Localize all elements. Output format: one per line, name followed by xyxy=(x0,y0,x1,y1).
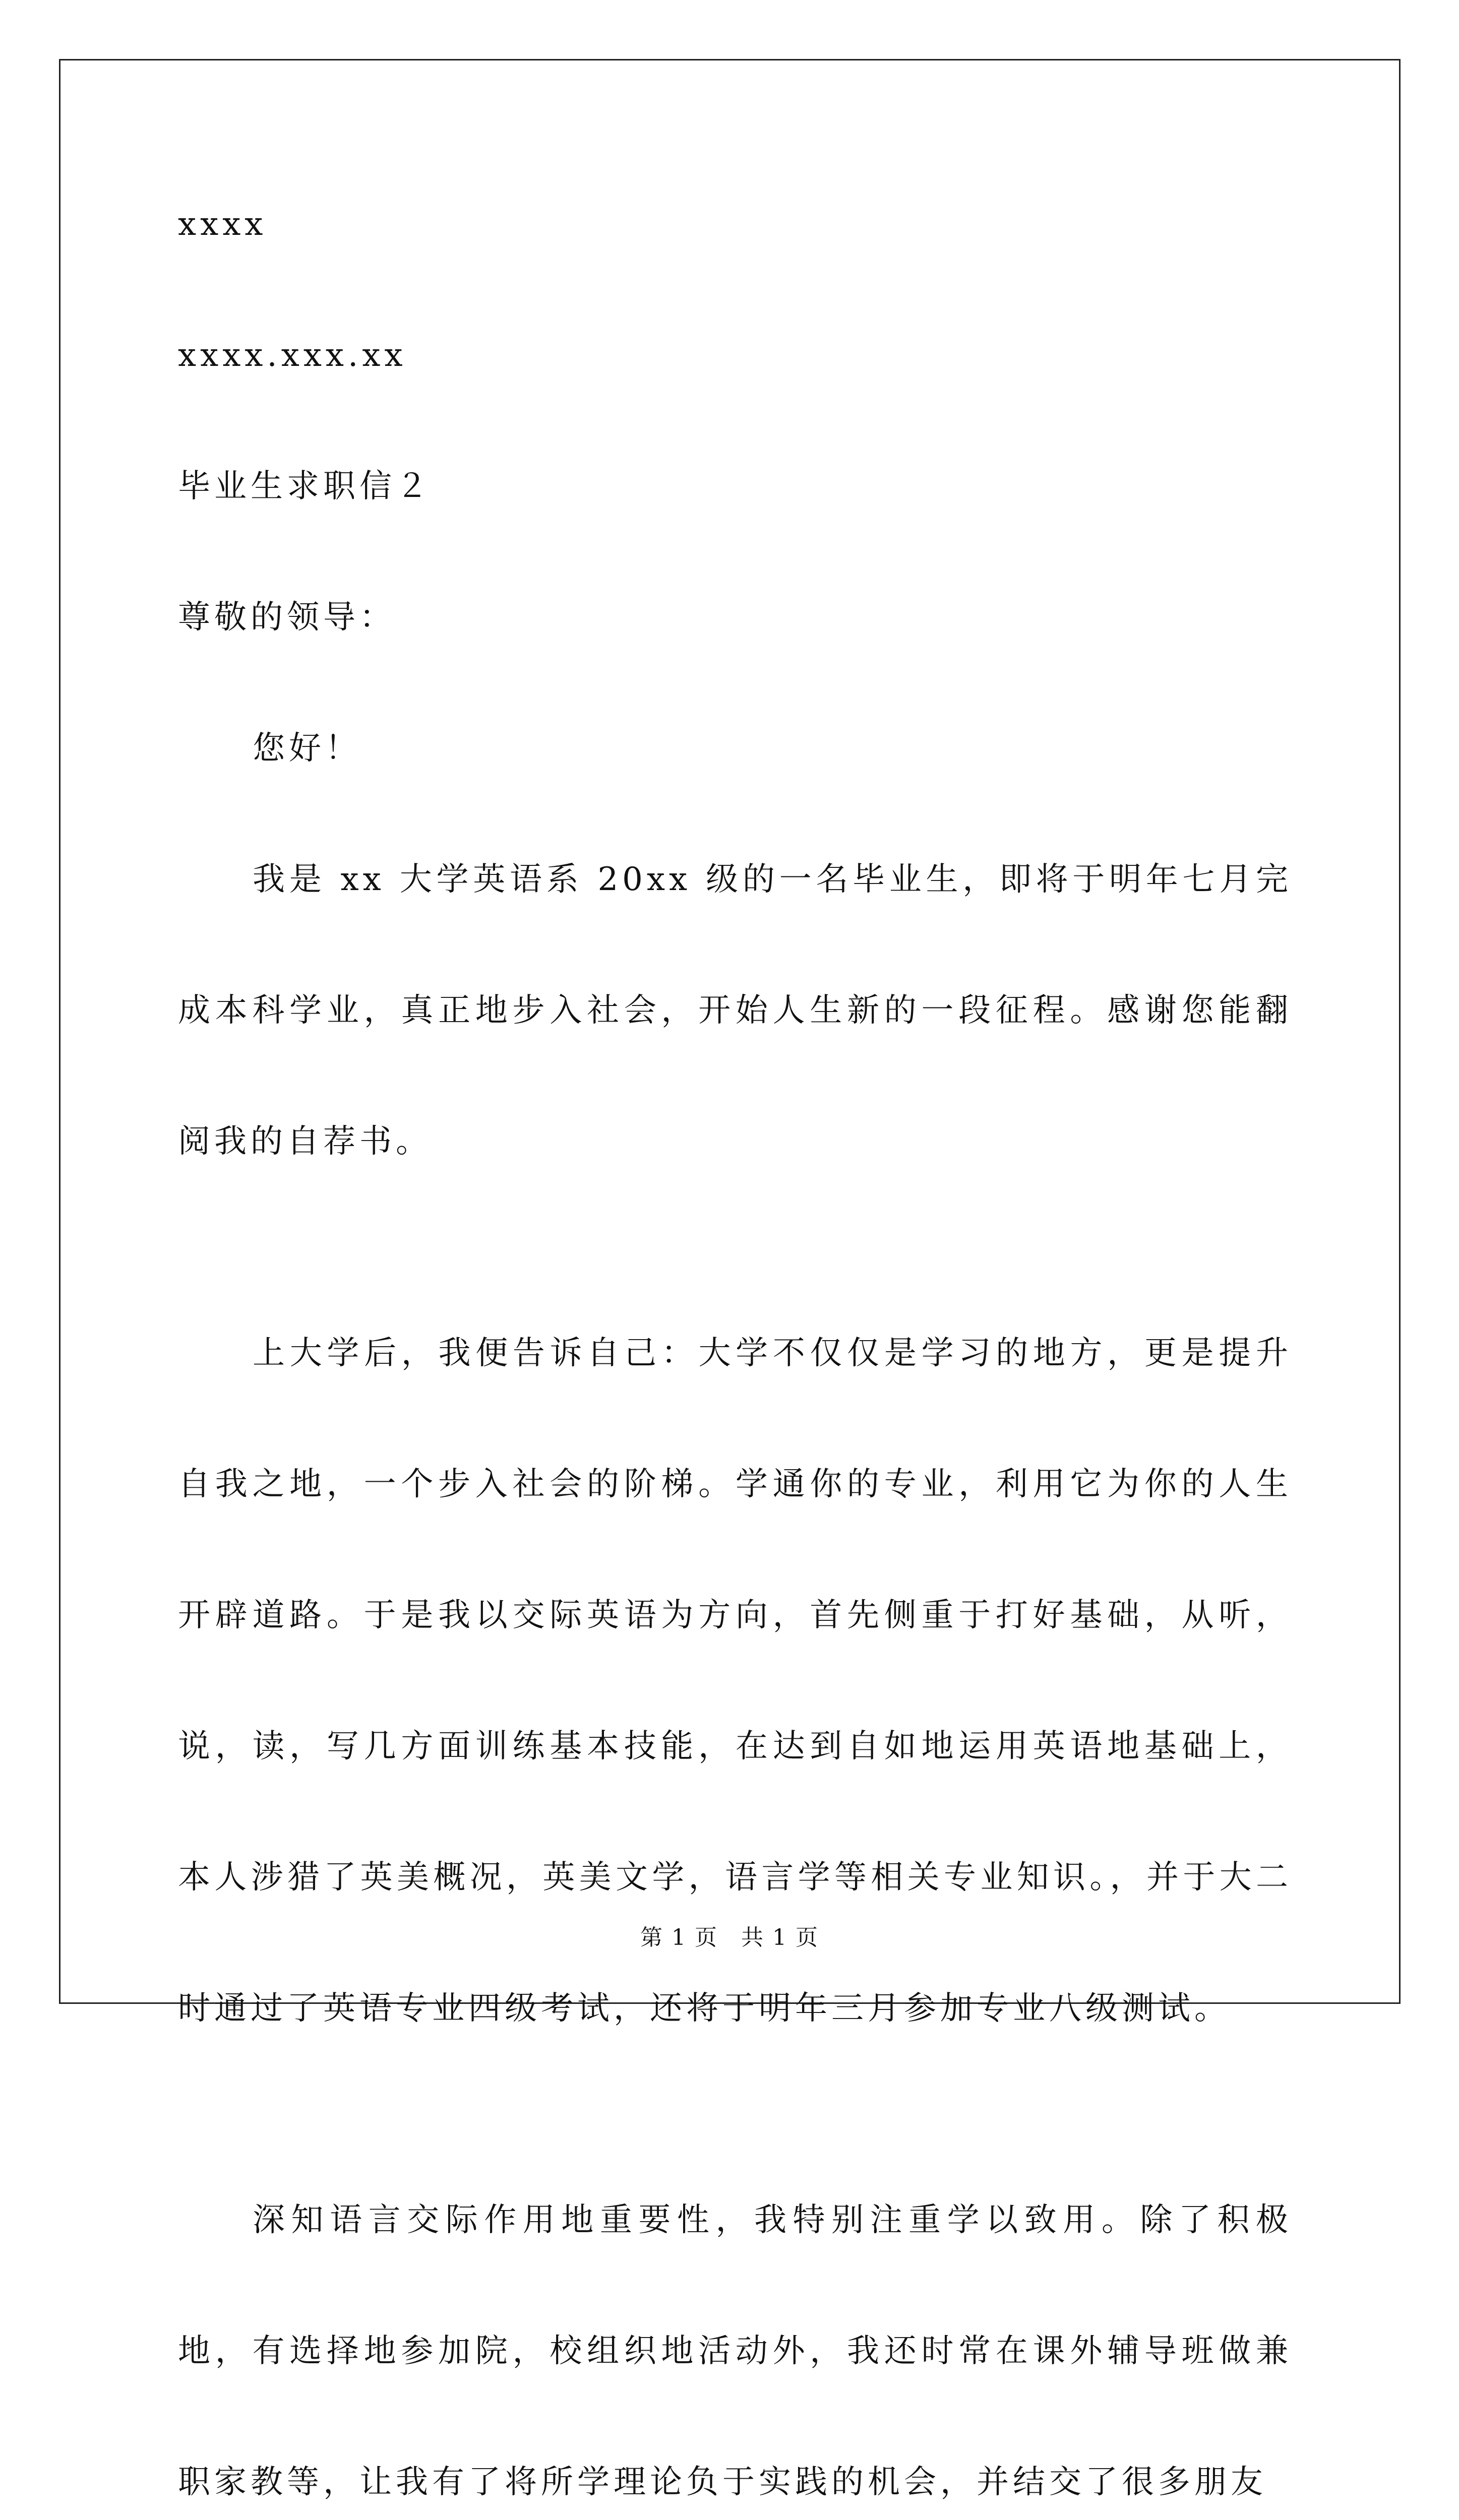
letter-body xyxy=(178,199,1292,2520)
page-footer: 第 1 页 共 1 页 xyxy=(640,1925,819,1950)
salutation: 尊敬的领导： xyxy=(178,599,396,636)
paragraph-2: 上大学后，我便告诉自己：大学不仅仅是学习的地方，更是提升自我之地，一个步入社会的阶梯。学通你的专业，利用它为你的人生开辟道路。于是我以交际英语为方向，首先侧重于打好基础，从听，说，读，写几方面训练基本技能，在达到自如地运用英语地基础上，本人涉猎了英美概况，英美文学，语言学等相关专业知识。，并于大二时通过了英语专业四级考试，还将于明年三月参加专业八级测试。 xyxy=(178,1335,1292,2027)
header-line-2: xxxx.xxx.xx xyxy=(178,337,407,374)
header-line-1: xxxx xyxy=(178,206,267,243)
letter-title: 毕业生求职信２ xyxy=(178,468,432,505)
paragraph-3: 深知语言交际作用地重要性，我特别注重学以致用。除了积极地，有选择地参加院，校组织地活动外，我还时常在课外辅导班做兼职家教等，让我有了将所学理论负于实践的机会，并结交了很多朋友 xyxy=(178,2201,1292,2501)
greeting: 您好！ xyxy=(253,730,361,767)
paragraph-1: 我是 xx 大学英语系 20xx 级的一名毕业生，即将于明年七月完成本科学业，真正地步入社会，开始人生新的一段征程。感谢您能翻阅我的自荐书。 xyxy=(178,861,1292,1160)
